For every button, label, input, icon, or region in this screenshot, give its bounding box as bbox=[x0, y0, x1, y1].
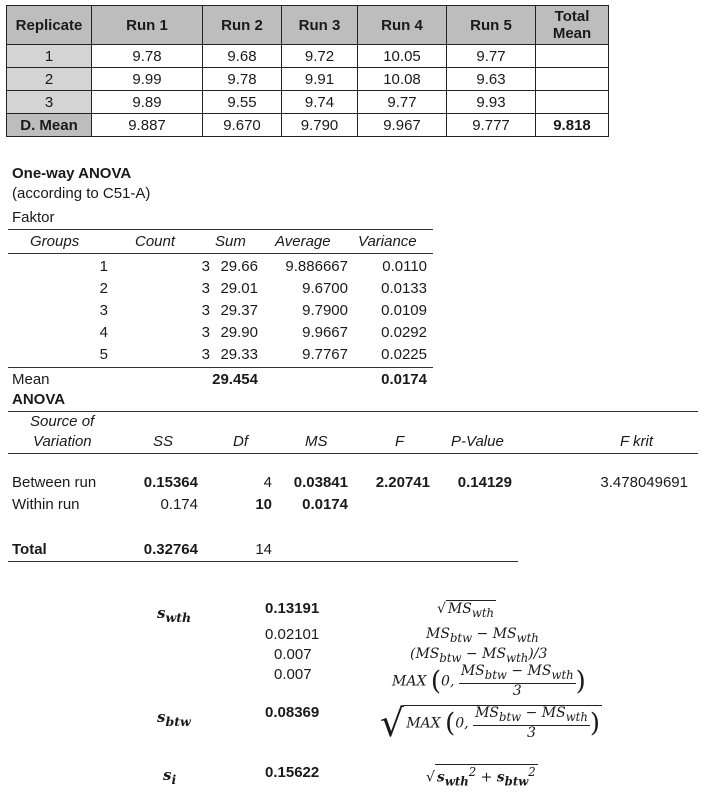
group-cell: 3 bbox=[201, 346, 210, 363]
column-header: Replicate bbox=[7, 6, 92, 45]
s-i-value: 0.15622 bbox=[265, 764, 320, 781]
divider bbox=[8, 453, 698, 454]
divider bbox=[8, 367, 433, 368]
formula-si: √ $s_{wth}^2 + s_{btw}^2$ bbox=[426, 765, 536, 789]
group-cell: 5 bbox=[99, 346, 108, 363]
group-cell: 29.33 bbox=[220, 346, 258, 363]
table-cell: 9.78 bbox=[92, 45, 203, 68]
formula-ms-diff: $MS_{btw} - MS_{wth}$ bbox=[426, 626, 539, 645]
s-btw-value: 0.08369 bbox=[265, 704, 320, 721]
divider bbox=[8, 411, 698, 412]
anova-title: One-way ANOVA bbox=[12, 165, 132, 182]
table-cell bbox=[536, 68, 609, 91]
table-cell: 9.670 bbox=[203, 114, 282, 137]
group-cell: 29.37 bbox=[220, 302, 258, 319]
table-cell: 14 bbox=[255, 541, 272, 558]
table-cell: 0.0174 bbox=[302, 496, 348, 513]
table-cell: 9.77 bbox=[358, 91, 447, 114]
table-cell: 4 bbox=[263, 474, 272, 491]
table-cell: 9.77 bbox=[447, 45, 536, 68]
anova-subtitle: (according to C51-A) bbox=[12, 185, 151, 202]
group-cell: 9.9667 bbox=[302, 324, 348, 341]
mean-label: Mean bbox=[12, 371, 50, 388]
stat-value: 0.007 bbox=[274, 646, 312, 663]
column-header: Source of bbox=[30, 413, 95, 430]
column-header: F bbox=[395, 433, 405, 450]
table-cell: 9.89 bbox=[92, 91, 203, 114]
row-label: D. Mean bbox=[7, 114, 92, 137]
divider bbox=[8, 229, 433, 230]
factor-label: Faktor bbox=[12, 209, 55, 226]
table-row bbox=[7, 68, 609, 91]
column-header: Average bbox=[275, 233, 331, 250]
group-cell: 3 bbox=[99, 302, 108, 319]
table-cell: 10 bbox=[255, 496, 272, 513]
column-header: Run 5 bbox=[447, 6, 536, 45]
replicate-table bbox=[6, 5, 609, 137]
row-label: Between run bbox=[12, 474, 97, 491]
table-cell: 9.72 bbox=[282, 45, 358, 68]
column-header: Variation bbox=[33, 433, 92, 450]
formula-max: MAX (0, $\frac{MS_{btw} - MS_{wth}}{3}$ ) bbox=[392, 663, 586, 699]
group-cell: 29.01 bbox=[220, 280, 258, 297]
group-cell: 9.7767 bbox=[302, 346, 348, 363]
group-cell: 9.7900 bbox=[302, 302, 348, 319]
table-cell: 3.478049691 bbox=[600, 474, 688, 491]
table-row bbox=[7, 91, 609, 114]
table-cell: 0.15364 bbox=[143, 474, 198, 491]
column-header: Run 1 bbox=[92, 6, 203, 45]
table-cell: 9.967 bbox=[358, 114, 447, 137]
table-cell: 9.99 bbox=[92, 68, 203, 91]
column-header: Total Mean bbox=[536, 6, 609, 45]
table-cell: 2.20741 bbox=[375, 474, 430, 491]
total-mean-cell: 9.818 bbox=[536, 114, 609, 137]
mean-row bbox=[7, 114, 609, 137]
row-label: Total bbox=[12, 541, 47, 558]
column-header: Run 4 bbox=[358, 6, 447, 45]
table-cell: 9.790 bbox=[282, 114, 358, 137]
group-cell: 0.0109 bbox=[381, 302, 427, 319]
column-header: MS bbox=[305, 433, 328, 450]
group-cell: 3 bbox=[201, 324, 210, 341]
group-cell: 29.66 bbox=[220, 258, 258, 275]
s-btw-label: $s_{btw}$ bbox=[157, 708, 191, 729]
mean-sum: 29.454 bbox=[212, 371, 258, 388]
table-cell bbox=[536, 45, 609, 68]
table-cell: 9.68 bbox=[203, 45, 282, 68]
group-cell: 9.886667 bbox=[285, 258, 348, 275]
group-cell: 0.0133 bbox=[381, 280, 427, 297]
s-wth-value: 0.13191 bbox=[265, 600, 320, 617]
table-cell: 9.63 bbox=[447, 68, 536, 91]
table-cell: 0.03841 bbox=[293, 474, 348, 491]
formula-sqrt-max: √ MAX (0, $\frac{MS_{btw} - MS_{wth}}{3}$ ) bbox=[380, 701, 601, 745]
table-cell: 0.174 bbox=[160, 496, 198, 513]
divider bbox=[8, 561, 518, 562]
row-label: 2 bbox=[7, 68, 92, 91]
group-cell: 0.0110 bbox=[382, 258, 427, 275]
mean-variance: 0.0174 bbox=[381, 371, 427, 388]
row-label: 1 bbox=[7, 45, 92, 68]
group-cell: 9.6700 bbox=[302, 280, 348, 297]
column-header: P-Value bbox=[451, 433, 504, 450]
divider bbox=[8, 253, 433, 254]
group-cell: 0.0225 bbox=[381, 346, 427, 363]
table-cell bbox=[536, 91, 609, 114]
row-label: Within run bbox=[12, 496, 80, 513]
table-cell: 9.55 bbox=[203, 91, 282, 114]
group-cell: 3 bbox=[201, 280, 210, 297]
column-header: Run 3 bbox=[282, 6, 358, 45]
row-label: 3 bbox=[7, 91, 92, 114]
table-cell: 9.78 bbox=[203, 68, 282, 91]
group-cell: 2 bbox=[99, 280, 108, 297]
column-header: Count bbox=[135, 233, 176, 250]
table-cell: 9.887 bbox=[92, 114, 203, 137]
stat-value: 0.007 bbox=[274, 666, 312, 683]
table-cell: 0.32764 bbox=[143, 541, 198, 558]
stat-value: 0.02101 bbox=[265, 626, 320, 643]
column-header: Df bbox=[233, 433, 248, 450]
column-header: Run 2 bbox=[203, 6, 282, 45]
group-cell: 0.0292 bbox=[381, 324, 427, 341]
table-cell: 9.74 bbox=[282, 91, 358, 114]
s-wth-label: $s_{wth}$ bbox=[157, 604, 192, 625]
group-cell: 3 bbox=[201, 302, 210, 319]
table-header-row bbox=[7, 6, 609, 45]
table-cell: 9.91 bbox=[282, 68, 358, 91]
formula-sqrt-ms-wth: √ $MS_{wth}$ bbox=[437, 601, 495, 620]
group-cell: 1 bbox=[99, 258, 108, 275]
s-i-label: $s_i$ bbox=[163, 766, 177, 787]
table-cell: 9.93 bbox=[447, 91, 536, 114]
anova-section-title: ANOVA bbox=[12, 391, 66, 408]
column-header: SS bbox=[153, 433, 174, 450]
table-cell: 10.05 bbox=[358, 45, 447, 68]
column-header: Groups bbox=[30, 233, 80, 250]
group-cell: 3 bbox=[201, 258, 210, 275]
group-cell: 4 bbox=[99, 324, 108, 341]
column-header: Variance bbox=[358, 233, 417, 250]
table-row bbox=[7, 45, 609, 68]
column-header: Sum bbox=[215, 233, 246, 250]
table-cell: 0.14129 bbox=[457, 474, 512, 491]
formula-ms-diff-div3: $(MS_{btw} - MS_{wth})/3$ bbox=[410, 646, 548, 665]
table-cell: 10.08 bbox=[358, 68, 447, 91]
column-header: F krit bbox=[620, 433, 654, 450]
table-cell: 9.777 bbox=[447, 114, 536, 137]
group-cell: 29.90 bbox=[220, 324, 258, 341]
